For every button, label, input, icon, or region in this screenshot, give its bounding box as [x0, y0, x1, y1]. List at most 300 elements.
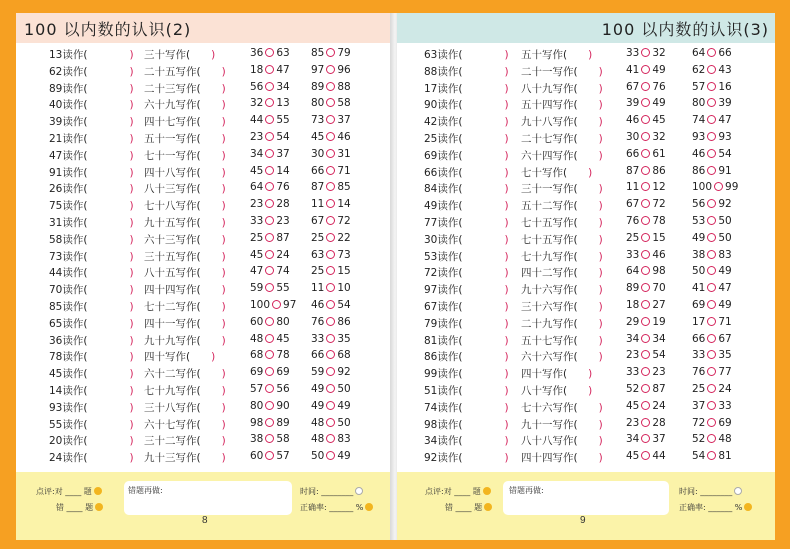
compare-number-b: 28 [652, 416, 666, 429]
answer-blank[interactable]: ) [87, 267, 134, 280]
compare-exercise [250, 232, 290, 244]
answer-blank[interactable]: ) [87, 250, 134, 263]
answer-blank[interactable]: ) [577, 351, 603, 364]
answer-blank[interactable]: ) [200, 368, 226, 381]
compare-exercise [626, 333, 666, 345]
compare-number-a: 33 [250, 215, 264, 227]
answer-blank[interactable]: ) [200, 149, 226, 162]
answer-blank[interactable]: ) [200, 200, 226, 213]
answer-blank[interactable]: ) [200, 217, 226, 229]
compare-circle[interactable] [641, 98, 650, 107]
write-exercise [144, 383, 226, 398]
answer-blank[interactable]: ) [462, 418, 509, 431]
compare-number-a: 25 [692, 383, 706, 395]
compare-circle[interactable] [707, 233, 716, 242]
compare-number-b: 79 [337, 47, 351, 59]
answer-blank[interactable]: ) [462, 284, 509, 297]
exercise-row [16, 45, 393, 62]
compare-exercise [311, 81, 351, 93]
compare-exercise [311, 299, 351, 311]
compare-exercise [250, 81, 290, 93]
compare-circle[interactable] [326, 115, 335, 124]
compare-circle[interactable] [326, 384, 335, 393]
answer-blank[interactable]: ) [462, 99, 509, 112]
compare-circle[interactable] [641, 283, 650, 292]
compare-number-b: 54 [276, 131, 290, 143]
compare-circle[interactable] [265, 199, 274, 208]
answer-blank[interactable]: ) [87, 166, 134, 179]
compare-circle[interactable] [265, 317, 274, 326]
compare-circle[interactable] [707, 132, 716, 141]
answer-blank[interactable]: ) [200, 267, 226, 280]
compare-exercise [692, 97, 732, 109]
compare-circle[interactable] [326, 182, 335, 191]
compare-circle[interactable] [326, 250, 335, 259]
answer-blank[interactable]: ) [577, 334, 603, 347]
compare-number-b: 24 [652, 399, 666, 412]
answer-blank[interactable]: ) [577, 284, 603, 297]
compare-circle[interactable] [641, 132, 650, 141]
answer-blank[interactable]: ) [87, 217, 134, 229]
answer-blank[interactable]: ) [200, 166, 226, 179]
read-prompt: 17读作( [424, 82, 463, 95]
compare-circle[interactable] [326, 451, 335, 460]
compare-exercise [311, 383, 351, 395]
compare-circle[interactable] [707, 283, 716, 292]
compare-number-b: 43 [718, 63, 732, 76]
read-prompt: 21读作( [49, 133, 88, 145]
write-exercise [521, 450, 603, 465]
compare-circle[interactable] [326, 149, 335, 158]
compare-circle[interactable] [707, 166, 716, 175]
read-prompt: 53读作( [424, 250, 463, 263]
answer-blank[interactable]: ) [87, 401, 134, 414]
compare-circle[interactable] [714, 182, 723, 191]
write-exercise [144, 232, 226, 247]
answer-blank[interactable]: ) [87, 149, 134, 162]
compare-circle[interactable] [265, 98, 274, 107]
compare-circle[interactable] [641, 233, 650, 242]
answer-blank[interactable]: ) [462, 250, 509, 263]
answer-blank[interactable]: ) [577, 149, 603, 162]
answer-blank[interactable]: ) [462, 334, 509, 347]
answer-blank[interactable]: ) [87, 301, 134, 313]
compare-circle[interactable] [326, 166, 335, 175]
answer-blank[interactable]: ) [577, 116, 603, 129]
compare-number-a: 72 [692, 416, 706, 429]
answer-blank[interactable]: ) [462, 183, 509, 196]
compare-circle[interactable] [641, 166, 650, 175]
compare-circle[interactable] [265, 334, 274, 343]
write-prompt: 八十九写作( [521, 82, 578, 95]
answer-blank[interactable]: ) [87, 385, 134, 397]
answer-blank[interactable]: ) [190, 49, 216, 61]
answer-blank[interactable]: ) [462, 166, 509, 179]
compare-circle[interactable] [641, 48, 650, 57]
compare-circle[interactable] [641, 199, 650, 208]
compare-circle[interactable] [641, 434, 650, 443]
answer-blank[interactable]: ) [462, 82, 509, 95]
answer-blank[interactable]: ) [577, 200, 603, 213]
answer-blank[interactable]: ) [462, 65, 509, 78]
answer-blank[interactable]: ) [87, 99, 134, 112]
compare-circle[interactable] [265, 384, 274, 393]
read-prompt: 99读作( [424, 368, 463, 381]
answer-blank[interactable]: ) [200, 418, 226, 431]
compare-number-b: 90 [276, 399, 290, 412]
compare-number-a: 18 [626, 299, 640, 311]
read-exercise [49, 433, 134, 448]
compare-circle[interactable] [265, 48, 274, 57]
compare-circle[interactable] [265, 166, 274, 175]
compare-number-b: 50 [718, 231, 732, 244]
answer-blank[interactable]: ) [87, 418, 134, 431]
answer-blank[interactable]: ) [462, 149, 509, 162]
answer-blank[interactable]: ) [87, 82, 134, 95]
compare-circle[interactable] [326, 48, 335, 57]
read-exercise [424, 433, 509, 448]
compare-circle[interactable] [265, 350, 274, 359]
write-exercise [521, 282, 603, 297]
compare-circle[interactable] [707, 115, 716, 124]
compare-circle[interactable] [707, 350, 716, 359]
compare-circle[interactable] [265, 367, 274, 376]
exercise-row [397, 62, 775, 79]
answer-blank[interactable]: ) [87, 233, 134, 246]
answer-blank[interactable]: ) [87, 452, 134, 465]
answer-blank[interactable]: ) [462, 133, 509, 145]
answer-blank[interactable]: ) [462, 401, 509, 414]
compare-number-b: 63 [276, 47, 290, 59]
compare-circle[interactable] [707, 401, 716, 410]
compare-circle[interactable] [707, 250, 716, 259]
write-prompt: 七十八写作( [144, 200, 201, 213]
compare-circle[interactable] [265, 283, 274, 292]
answer-blank[interactable]: ) [577, 82, 603, 95]
read-prompt: 62读作( [49, 65, 88, 78]
compare-circle[interactable] [707, 65, 716, 74]
answer-blank[interactable]: ) [87, 200, 134, 213]
answer-blank[interactable]: ) [462, 351, 509, 364]
compare-circle[interactable] [707, 48, 716, 57]
answer-blank[interactable]: ) [577, 317, 603, 330]
compare-exercise [626, 64, 666, 76]
compare-circle[interactable] [641, 367, 650, 376]
exercise-row [397, 79, 775, 96]
compare-number-a: 57 [250, 383, 264, 395]
compare-circle[interactable] [265, 132, 274, 141]
answer-blank[interactable]: ) [462, 368, 509, 381]
answer-blank[interactable]: ) [462, 217, 509, 229]
answer-blank[interactable]: ) [87, 284, 134, 297]
read-exercise [49, 97, 134, 112]
answer-blank[interactable]: ) [567, 385, 593, 397]
answer-blank[interactable]: ) [567, 166, 593, 179]
answer-blank[interactable]: ) [200, 401, 226, 414]
answer-blank[interactable]: ) [200, 183, 226, 196]
compare-circle[interactable] [326, 98, 335, 107]
compare-circle[interactable] [265, 401, 274, 410]
compare-circle[interactable] [265, 216, 274, 225]
answer-blank[interactable]: ) [200, 334, 226, 347]
answer-blank[interactable]: ) [87, 368, 134, 381]
answer-blank[interactable]: ) [462, 116, 509, 129]
compare-number-a: 69 [692, 299, 706, 311]
answer-blank[interactable]: ) [577, 435, 603, 448]
read-prompt: 77读作( [424, 217, 463, 229]
answer-blank[interactable]: ) [462, 317, 509, 330]
write-prompt: 九十八写作( [521, 116, 578, 129]
compare-exercise [311, 181, 351, 193]
compare-circle[interactable] [707, 216, 716, 225]
compare-circle[interactable] [265, 182, 274, 191]
compare-circle[interactable] [641, 216, 650, 225]
compare-number-b: 49 [337, 399, 351, 412]
read-exercise [424, 249, 509, 264]
compare-exercise [311, 366, 351, 378]
compare-circle[interactable] [265, 115, 274, 124]
compare-number-a: 25 [311, 231, 325, 244]
compare-circle[interactable] [265, 82, 274, 91]
compare-circle[interactable] [707, 367, 716, 376]
read-exercise [49, 316, 134, 331]
answer-blank[interactable]: ) [87, 435, 134, 448]
answer-blank[interactable]: ) [200, 301, 226, 313]
compare-number-a: 49 [311, 399, 325, 412]
compare-number-b: 92 [337, 366, 351, 379]
compare-circle[interactable] [326, 283, 335, 292]
compare-circle[interactable] [707, 149, 716, 158]
answer-blank[interactable]: ) [462, 267, 509, 280]
read-exercise [424, 349, 509, 364]
compare-circle[interactable] [326, 233, 335, 242]
answer-blank[interactable]: ) [87, 351, 134, 364]
answer-blank[interactable]: ) [87, 133, 134, 145]
answer-blank[interactable]: ) [200, 65, 226, 78]
write-prompt: 二十五写作( [144, 65, 201, 78]
exercise-row [397, 381, 775, 398]
compare-circle[interactable] [641, 384, 650, 393]
compare-exercise [311, 215, 351, 227]
compare-circle[interactable] [641, 401, 650, 410]
compare-circle[interactable] [326, 266, 335, 275]
sad-icon [484, 503, 492, 511]
compare-circle[interactable] [707, 199, 716, 208]
answer-blank[interactable]: ) [462, 301, 509, 313]
compare-circle[interactable] [265, 149, 274, 158]
compare-exercise [250, 400, 290, 412]
answer-blank[interactable]: ) [87, 65, 134, 78]
compare-circle[interactable] [641, 65, 650, 74]
compare-circle[interactable] [326, 434, 335, 443]
answer-blank[interactable]: ) [577, 452, 603, 465]
compare-circle[interactable] [326, 82, 335, 91]
compare-circle[interactable] [641, 418, 650, 427]
compare-exercise [626, 282, 666, 294]
compare-number-b: 72 [337, 215, 351, 227]
compare-circle[interactable] [326, 367, 335, 376]
answer-blank[interactable]: ) [462, 452, 509, 465]
answer-blank[interactable]: ) [200, 435, 226, 448]
compare-exercise [311, 165, 351, 177]
compare-circle[interactable] [265, 233, 274, 242]
compare-circle[interactable] [326, 132, 335, 141]
answer-blank[interactable]: ) [190, 351, 216, 364]
compare-circle[interactable] [641, 350, 650, 359]
answer-blank[interactable]: ) [200, 99, 226, 112]
answer-blank[interactable]: ) [200, 233, 226, 246]
compare-circle[interactable] [707, 334, 716, 343]
answer-blank[interactable]: ) [577, 183, 603, 196]
answer-blank[interactable]: ) [87, 183, 134, 196]
compare-circle[interactable] [272, 300, 281, 309]
answer-blank[interactable]: ) [200, 82, 226, 95]
answer-blank[interactable]: ) [577, 401, 603, 414]
compare-circle[interactable] [265, 434, 274, 443]
answer-blank[interactable]: ) [567, 49, 593, 61]
compare-circle[interactable] [326, 350, 335, 359]
write-prompt: 六十六写作( [521, 351, 578, 364]
compare-number-a: 47 [250, 265, 264, 278]
answer-blank[interactable]: ) [577, 301, 603, 313]
compare-circle[interactable] [707, 266, 716, 275]
answer-blank[interactable]: ) [200, 452, 226, 465]
write-prompt: 三十八写作( [144, 401, 201, 414]
write-prompt: 九十五写作( [144, 217, 201, 229]
compare-circle[interactable] [641, 250, 650, 259]
write-exercise [521, 333, 603, 348]
read-prompt: 24读作( [49, 452, 88, 465]
write-prompt: 五十二写作( [521, 200, 578, 213]
compare-circle[interactable] [326, 65, 335, 74]
answer-blank[interactable]: ) [462, 385, 509, 397]
write-prompt: 六十七写作( [144, 418, 201, 431]
compare-number-b: 99 [725, 181, 739, 194]
write-prompt: 六十三写作( [144, 233, 201, 246]
compare-circle[interactable] [707, 418, 716, 427]
answer-blank[interactable]: ) [200, 284, 226, 297]
answer-blank[interactable]: ) [567, 368, 593, 381]
answer-blank[interactable]: ) [577, 418, 603, 431]
answer-blank[interactable]: ) [577, 267, 603, 280]
answer-blank[interactable]: ) [462, 200, 509, 213]
read-prompt: 86读作( [424, 351, 463, 364]
compare-circle[interactable] [641, 451, 650, 460]
compare-number-b: 49 [718, 265, 732, 278]
compare-circle[interactable] [326, 317, 335, 326]
exercise-row [397, 146, 775, 163]
compare-exercise [692, 333, 732, 345]
answer-blank[interactable]: ) [200, 133, 226, 145]
answer-blank[interactable]: ) [462, 435, 509, 448]
compare-exercise [692, 114, 732, 126]
compare-circle[interactable] [326, 199, 335, 208]
compare-circle[interactable] [707, 451, 716, 460]
answer-blank[interactable]: ) [87, 334, 134, 347]
read-prompt: 58读作( [49, 233, 88, 246]
answer-blank[interactable]: ) [87, 49, 134, 61]
compare-circle[interactable] [707, 434, 716, 443]
compare-number-a: 60 [250, 450, 264, 463]
read-prompt: 93读作( [49, 401, 88, 414]
answer-blank[interactable]: ) [200, 385, 226, 397]
compare-number-b: 92 [718, 198, 732, 211]
compare-number-a: 80 [311, 97, 325, 110]
read-prompt: 88读作( [424, 65, 463, 78]
compare-circle[interactable] [641, 182, 650, 191]
answer-blank[interactable]: ) [577, 99, 603, 112]
answer-blank[interactable]: ) [577, 65, 603, 78]
compare-exercise [626, 232, 666, 244]
compare-circle[interactable] [265, 250, 274, 259]
compare-circle[interactable] [641, 300, 650, 309]
compare-exercise [692, 265, 732, 277]
compare-circle[interactable] [641, 334, 650, 343]
compare-exercise [692, 383, 732, 395]
write-exercise [521, 181, 603, 196]
compare-circle[interactable] [326, 300, 335, 309]
exercise-row [397, 112, 775, 129]
compare-circle[interactable] [326, 216, 335, 225]
compare-circle[interactable] [265, 451, 274, 460]
answer-blank[interactable]: ) [87, 317, 134, 330]
read-exercise [49, 333, 134, 348]
answer-blank[interactable]: ) [200, 317, 226, 330]
write-exercise [144, 333, 226, 348]
compare-circle[interactable] [326, 334, 335, 343]
compare-circle[interactable] [641, 115, 650, 124]
compare-circle[interactable] [707, 98, 716, 107]
compare-circle[interactable] [641, 266, 650, 275]
answer-blank[interactable]: ) [577, 217, 603, 229]
answer-blank[interactable]: ) [462, 49, 509, 61]
answer-blank[interactable]: ) [577, 133, 603, 145]
answer-blank[interactable]: ) [577, 250, 603, 263]
answer-blank[interactable]: ) [577, 233, 603, 246]
compare-number-b: 37 [276, 147, 290, 160]
read-exercise [424, 299, 509, 314]
read-exercise [424, 97, 509, 112]
compare-exercise [626, 349, 666, 361]
compare-circle[interactable] [265, 418, 274, 427]
read-exercise [424, 400, 509, 415]
exercise-row [397, 196, 775, 213]
compare-circle[interactable] [265, 266, 274, 275]
exercise-row [397, 331, 775, 348]
answer-blank[interactable]: ) [462, 233, 509, 246]
compare-number-a: 100 [250, 299, 271, 311]
compare-circle[interactable] [707, 300, 716, 309]
compare-circle[interactable] [326, 401, 335, 410]
answer-blank[interactable]: ) [200, 116, 226, 129]
compare-circle[interactable] [265, 65, 274, 74]
compare-circle[interactable] [707, 317, 716, 326]
compare-circle[interactable] [641, 82, 650, 91]
time-label: 时间: ________ [300, 486, 363, 497]
answer-blank[interactable]: ) [200, 250, 226, 263]
exercise-row [16, 163, 393, 180]
compare-circle[interactable] [641, 149, 650, 158]
write-prompt: 九十九写作( [144, 334, 201, 347]
compare-circle[interactable] [707, 384, 716, 393]
compare-circle[interactable] [326, 418, 335, 427]
answer-blank[interactable]: ) [87, 116, 134, 129]
compare-circle[interactable] [641, 317, 650, 326]
compare-number-a: 80 [250, 399, 264, 412]
compare-circle[interactable] [707, 82, 716, 91]
compare-number-b: 15 [337, 265, 351, 278]
compare-number-a: 64 [692, 47, 706, 59]
